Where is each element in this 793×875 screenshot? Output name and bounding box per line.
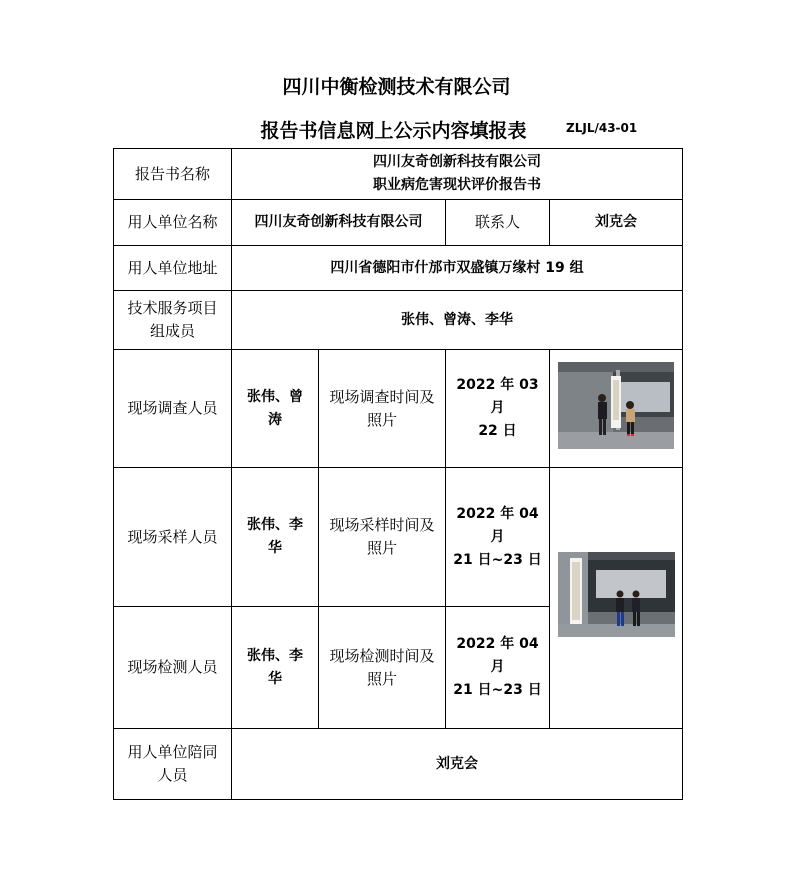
sampling-people-line2: 华 (268, 540, 282, 556)
form-title: 报告书信息网上公示内容填报表 (260, 120, 527, 142)
sampling-time-label (319, 468, 446, 607)
escort-label-line1: 用人单位陪同 (127, 743, 218, 761)
testing-label: 现场检测人员 (114, 607, 232, 729)
team-value: 张伟、曾涛、李华 (232, 291, 683, 350)
contact-label: 联系人 (446, 200, 550, 246)
form-code: ZLJL/43-01 (566, 121, 638, 135)
testing-date-line1: 2022 年 04 月 (456, 636, 539, 675)
survey-label: 现场调查人员 (114, 350, 232, 468)
testing-people-line2: 华 (268, 670, 282, 687)
report-name-line1: 四川友奇创新科技有限公司 (373, 154, 541, 170)
row-survey (114, 350, 683, 468)
testing-time-label-line1: 现场检测时间及 (329, 646, 435, 665)
survey-time-label-line2: 照片 (366, 410, 397, 429)
row-employer (114, 200, 683, 246)
address-label: 用人单位地址 (114, 246, 232, 291)
sampling-date-line1: 2022 年 04 月 (456, 505, 539, 545)
disclosure-table (113, 148, 683, 800)
row-sampling (114, 468, 683, 607)
team-label-line2: 组成员 (149, 322, 195, 340)
report-name-label: 报告书名称 (114, 149, 232, 200)
sampling-people (232, 468, 319, 607)
survey-people (232, 350, 319, 468)
testing-time-label (319, 607, 446, 729)
sampling-date (446, 468, 550, 607)
row-report-name (114, 149, 683, 200)
employer-value: 四川友奇创新科技有限公司 (232, 200, 446, 246)
team-label (114, 291, 232, 350)
sampling-time-label-line2: 照片 (366, 539, 397, 557)
survey-photo-cell (550, 350, 683, 468)
sampling-time-label-line1: 现场采样时间及 (329, 516, 435, 534)
survey-date-line1: 2022 年 03 月 (456, 377, 539, 416)
company-name: 四川中衡检测技术有限公司 (282, 76, 511, 98)
survey-time-label-line1: 现场调查时间及 (329, 387, 435, 406)
address-value: 四川省德阳市什邡市双盛镇万缘村 19 组 (232, 246, 683, 291)
sampling-photo-image (558, 552, 675, 637)
sampling-site-photo (558, 552, 675, 637)
survey-site-photo (558, 362, 674, 449)
report-name-value (232, 149, 683, 200)
contact-value: 刘克会 (550, 200, 683, 246)
testing-time-label-line2: 照片 (366, 669, 397, 688)
sampling-people-line1: 张伟、李 (247, 517, 303, 533)
survey-date-line2: 22 日 (478, 423, 517, 439)
report-name-line2: 职业病危害现状评价报告书 (373, 177, 541, 193)
survey-people-line2: 涛 (268, 411, 282, 428)
employer-label: 用人单位名称 (114, 200, 232, 246)
survey-date (446, 350, 550, 468)
sampling-date-line2: 21 日~23 日 (453, 551, 542, 568)
survey-time-label (319, 350, 446, 468)
row-escort (114, 729, 683, 800)
sampling-photo-cell (550, 468, 683, 729)
row-address (114, 246, 683, 291)
testing-people (232, 607, 319, 729)
team-label-line1: 技术服务项目 (127, 299, 218, 317)
testing-people-line1: 张伟、李 (247, 647, 303, 664)
sampling-label: 现场采样人员 (114, 468, 232, 607)
testing-date-line2: 21 日~23 日 (453, 682, 542, 698)
row-team (114, 291, 683, 350)
survey-photo-image (558, 362, 674, 449)
testing-date (446, 607, 550, 729)
escort-value: 刘克会 (232, 729, 683, 800)
escort-label-line2: 人员 (157, 766, 188, 784)
escort-label (114, 729, 232, 800)
survey-people-line1: 张伟、曾 (247, 388, 303, 405)
